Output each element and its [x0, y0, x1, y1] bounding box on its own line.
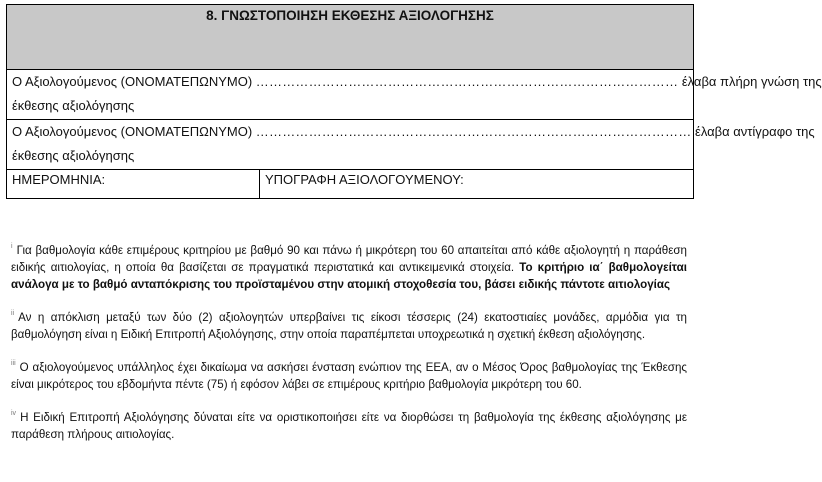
copy-received-row [7, 120, 815, 170]
endnote-iv [11, 405, 687, 443]
signature-field[interactable] [260, 170, 694, 199]
endnote-text: Αν η απόκλιση μεταξύ των δύο (2) αξιολογητών υπερβαίνει τις είκοσι τέσσερις (24) εκατοστιαίες μονάδες, αρμόδια για τη βαθμολόγηση είναι η Ειδική Επιτροπή Αξιολόγησης, στην οποία παραπέμπεται υποχρεωτικά η σχετική έκθεση αξιολόγησης. [11, 311, 687, 341]
knowledge-statement-continuation: έκθεσης αξιολόγησης [12, 98, 135, 113]
assessee-name-label: Ο Αξιολογούμενος (ΟΝΟΜΑΤΕΠΩΝΥΜΟ) [12, 74, 253, 89]
endnote-marker: iii [11, 360, 16, 367]
name-fill-in-dots[interactable]: ……………………………………………………………………………………… [255, 124, 692, 139]
endnote-ii [11, 305, 687, 343]
copy-statement: έλαβα αντίγραφο της [695, 124, 815, 139]
endnote-iii [11, 355, 687, 393]
endnote-text: Ο αξιολογούμενος υπάλληλος έχει δικαίωμα να ασκήσει ένσταση ενώπιον της ΕΕΑ, αν ο Μέσος Όρος βαθμολογίας της Έκθεσης είναι μικρότερος του εβδομήντα πέντε (75) ή εφόσον λάβει σε επιμέρους κριτήριο βαθμολογία μικρότερη του 60. [11, 361, 687, 391]
endnote-text: Για βαθμολογία κάθε επιμέρους κριτηρίου με βαθμό 90 και πάνω ή μικρότερη του 60 απαιτείται από κάθε αξιολογητή η παράθεση ειδικής αιτιολογίας, η οποία θα βασίζεται σε πραγματικά περιστατικά και αντικειμενικά στοιχεία. [11, 244, 687, 274]
copy-statement-continuation: έκθεσης αξιολόγησης [12, 148, 135, 163]
knowledge-statement: έλαβα πλήρη γνώση της [681, 74, 822, 89]
notification-form-table [6, 4, 822, 199]
endnote-marker: ii [11, 310, 15, 317]
full-knowledge-row [7, 70, 822, 120]
endnote-marker: iv [11, 410, 17, 417]
date-label: ΗΜΕΡΟΜΗΝΙΑ: [12, 172, 106, 187]
endnotes [11, 238, 687, 455]
endnote-marker: i [11, 243, 13, 250]
name-fill-in-dots[interactable]: …………………………………………………………………………………… [255, 74, 679, 89]
assessee-name-label: Ο Αξιολογούμενος (ΟΝΟΜΑΤΕΠΩΝΥΜΟ) [12, 124, 253, 139]
endnote-text: Η Ειδική Επιτροπή Αξιολόγησης δύναται είτε να οριστικοποιήσει είτε να διορθώσει τη βαθμολογία της έκθεσης αξιολόγησης με παράθεση πλήρους αιτιολογίας. [11, 411, 687, 441]
date-field[interactable] [7, 170, 260, 199]
section-title: 8. ΓΝΩΣΤΟΠΟΙΗΣΗ ΕΚΘΕΣΗΣ ΑΞΙΟΛΟΓΗΣΗΣ [7, 5, 694, 70]
endnote-i [11, 238, 687, 293]
endnote-bold-text: Το κριτήριο ια΄ βαθμολογείται ανάλογα με το βαθμό ανταπόκρισης του προϊσταμένου στην ατομική στοχοθεσία του, βάσει ειδικής πάντοτε αιτιολογίας [11, 261, 688, 291]
signature-label: ΥΠΟΓΡΑΦΗ ΑΞΙΟΛΟΓΟΥΜΕΝΟΥ: [265, 172, 464, 187]
